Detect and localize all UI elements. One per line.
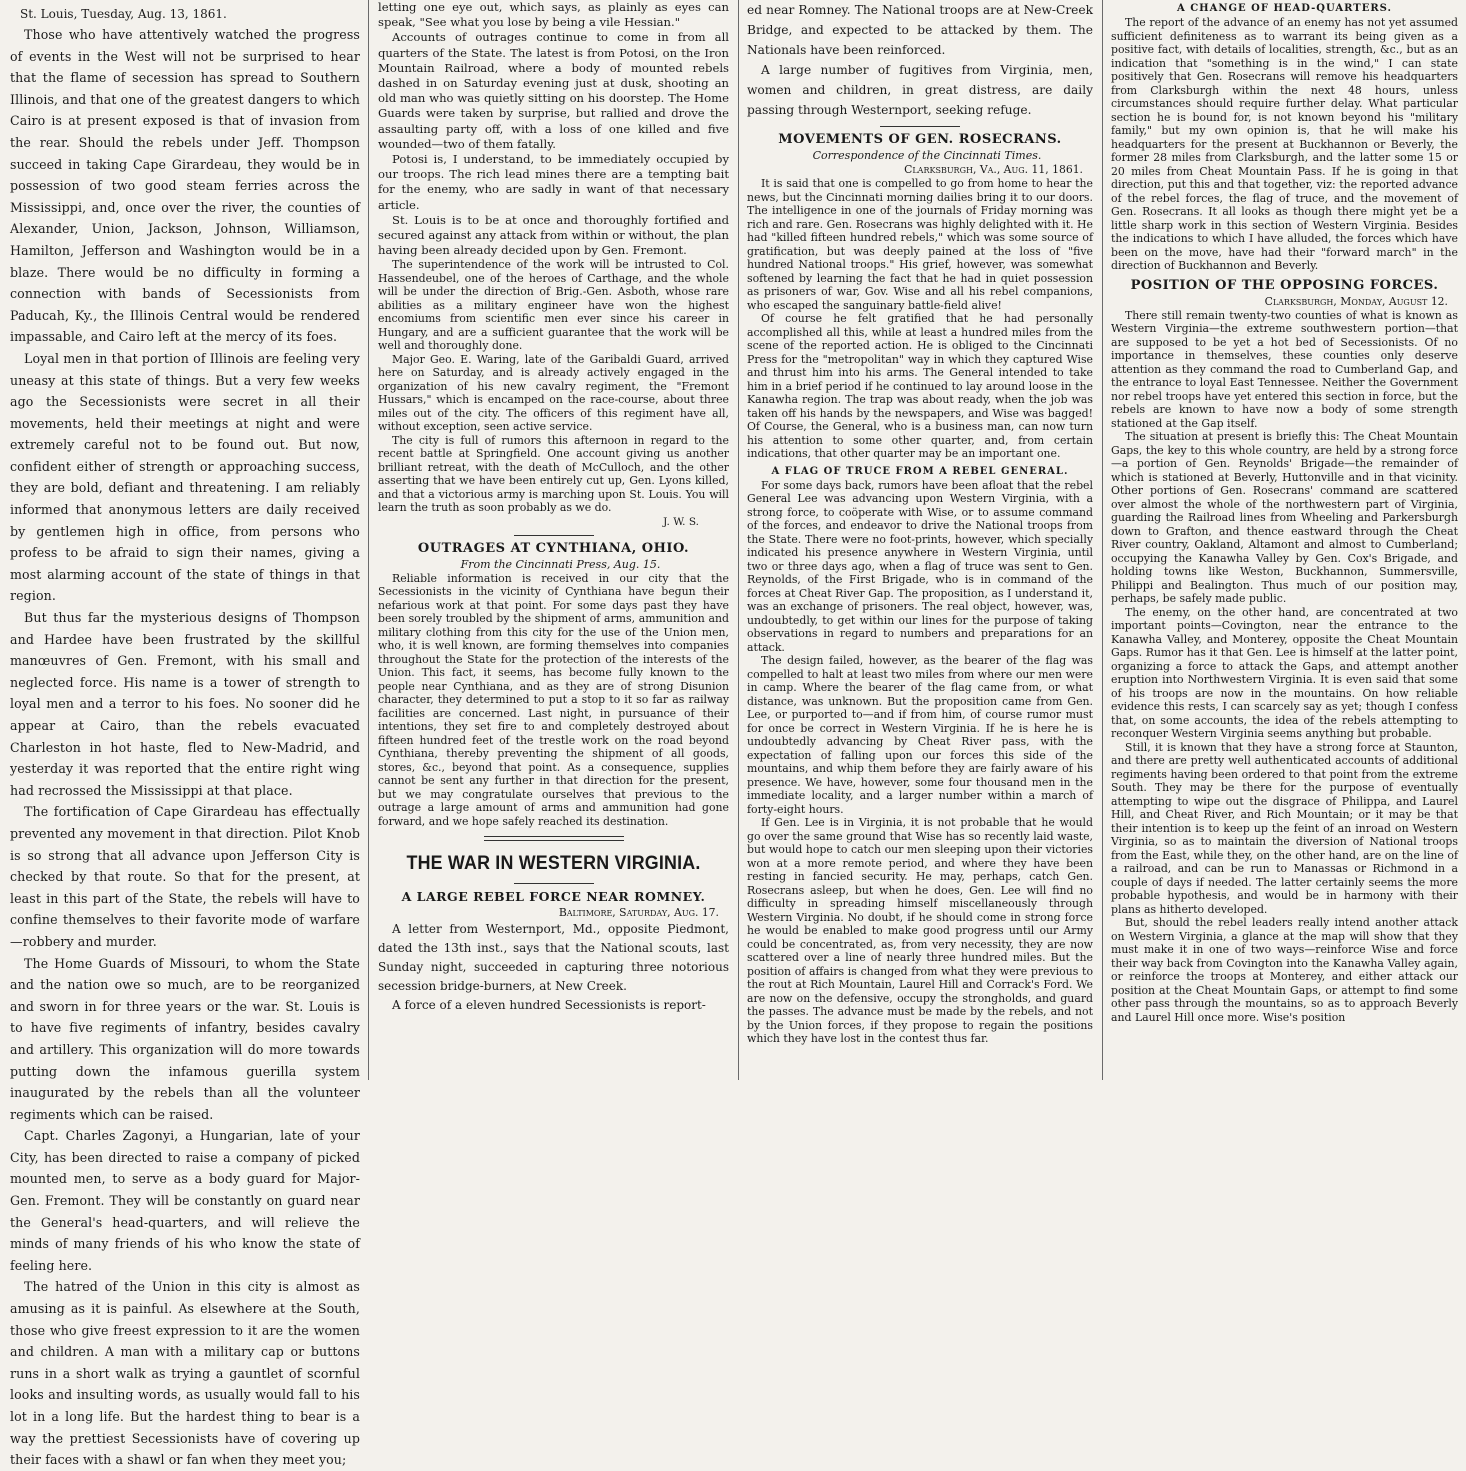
romney-continued bbox=[747, 0, 1093, 120]
paragraph: Potosi is, I understand, to be immediately occupied by our troops. The rich lead mines there are a tempting bait for the enemy, who are sadly in want of that necessary article. bbox=[378, 152, 729, 212]
rosecrans-place: Clarksburgh, Va., Aug. 11, 1861. bbox=[904, 163, 1083, 176]
paragraph: If Gen. Lee is in Virginia, it is not probable that he would go over the same ground that Wise has so recently laid waste, but would hope to catch our men sleeping upon their victories won at a more remote period, and where they have been resting in fancied security. He may, perhaps, catch Gen. Rosecrans asleep, but when he does, Gen. Lee will find no difficulty in spreading himself miscellaneously through Western Virginia. No doubt, if he should come in strong force he would be enabled to make good progress until our Army could be concentrated, as, from very necessity, they are now scattered over a line of nearly three hundred miles. But the position of affairs is changed from what they were previous to the rout at Rich Mountain, Laurel Hill and Corrack's Ford. We are now on the defensive, occupy the strongholds, and guard the passes. The advance must be made by the rebels, and not by the Union forces, if they propose to regain the positions which they have lost in the contest thus far. bbox=[747, 816, 1093, 1045]
war-place: Baltimore, Saturday, Aug. 17. bbox=[558, 906, 719, 920]
paragraph: The hatred of the Union in this city is almost as amusing as it is painful. As elsewhere at the South, those who give freest expression to it are the women and children. A man with a military cap or buttons runs in a short walk as trying a gauntlet of scornful looks and insulting words, as usually would fall to his lot in a long life. But the hardest thing to bear is a way the prettiest Secessionists have of covering up their faces with a shawl or fan when they meet you; bbox=[10, 1279, 360, 1468]
dateline: St. Louis, Tuesday, Aug. 13, 1861. bbox=[20, 7, 227, 21]
paragraph: The fortification of Cape Girardeau has effectually prevented any movement in that direction. Pilot Knob is so strong that all advance upon Jefferson City is checked by that route. So that for the present, at least in this part of the State, the rebels will have to confine themselves to their favorite mode of warfare—robbery and murder. bbox=[10, 804, 360, 949]
paragraph: The enemy, on the other hand, are concentrated at two important points—Covington, near the entrance to the Kanawha Valley, and Monterey, opposite the Cheat Mountain Gaps. Rumor has it that Gen. Lee is himself at the latter point, organizing a force to attack the Gaps, and attempt another eruption into Northwestern Virginia. It is even said that some of his troops are now in the mountains. On how reliable evidence this rests, I can scarcely say as yet; though I confess that, on some accounts, the idea of the rebels attempting to reconquer Western Virginia seems anything but probable. bbox=[1111, 605, 1458, 740]
paragraph: It is said that one is compelled to go from home to hear the news, but the Cincinnati morning dailies bring it to our doors. The intelligence in one of the journals of Friday morning was rich and rare. Gen. Rosecrans was highly delighted with it. He had "killed fifteen hundred rebels," which was some source of gratification, but was deeply pained at the loss of "five hundred National troops." His grief, however, was somewhat softened by learning the fact that he had in quiet possession as prisoners of war, Gov. Wise and all his rebel companions, who escaped the sanguinary battle-field alive! bbox=[747, 177, 1093, 312]
column-4 bbox=[1103, 0, 1466, 1080]
paragraph: The situation at present is briefly this: The Cheat Mountain Gaps, the key to this whole country, are held by a strong force—a portion of Gen. Reynolds' Brigade—the remainder of which is stationed at Beverly, Huttonville and in that vicinity. Other portions of Gen. Rosecrans' command are scattered over almost the whole of the northwestern part of Virginia, guarding the Railroad lines from Wheeling and Parkersburgh down to Grafton, and thence eastward through the Cheat River country, Oakland, Altamont and almost to Cumberland; occupying the Kanawha Valley by Gen. Cox's Brigade, and holding towns like Weston, Buckhannon, Summersville, Philippi and Bealington. Thus much of our position may, perhaps, be safely made public. bbox=[1111, 430, 1458, 605]
column-rule bbox=[368, 0, 369, 1080]
signature: J. W. S. bbox=[663, 515, 699, 528]
paragraph: But, should the rebel leaders really intend another attack on Western Virginia, a glance at the map will show that they must make it in one of two ways—reinforce Wise and force their way back from Covington into the Kanawha Valley again, or reinforce the troops at Monterey, and either attack our position at the Cheat Mountain Gaps, or attempt to find some other pass through the mountains, so as to approach Beverly and Laurel Hill once more. Wise's position bbox=[1111, 916, 1458, 1024]
paragraph: Reliable information is received in our city that the Secessionists in the vicinity of Cynthiana have begun their nefarious work at that point. For some days past they have been sorely troubled by the shipment of arms, ammunition and military clothing from this city for the use of the Union men, who, it is well known, are forming themselves into companies throughout the State for the protection of the interests of the Union. This fact, it seems, has become fully known to the people near Cynthiana, and as they are of strong Disunion character, they determined to put a stop to it so far as railway facilities are concerned. Last night, in pursuance of their intentions, they set fire to and completely destroyed about fifteen hundred feet of the trestle work on the road beyond Cynthiana, thereby preventing the shipment of all goods, stores, &c., beyond that point. As a consequence, supplies cannot be sent any further in that direction for the present, but we may congratulate ourselves that previous to the outrage a large amount of arms and ammunition had gone forward, and we hope safely reached its destination. bbox=[378, 571, 729, 828]
column-2 bbox=[370, 0, 737, 1080]
paragraph: The superintendence of the work will be intrusted to Col. Hassendeubel, one of the heroes of Carthage, and the whole will be under the direction of Brig.-Gen. Asboth, whose rare abilities as a military engineer have won the highest encomiums from scientific men ever since his career in Hungary, and are a sufficient guarantee that the work will be well and thoroughly done. bbox=[378, 258, 729, 353]
paragraph: ed near Romney. The National troops are at New-Creek Bridge, and expected to be attacked by them. The Nationals have been reinforced. bbox=[747, 3, 1093, 57]
hq-body bbox=[1111, 16, 1458, 273]
column-3 bbox=[739, 0, 1101, 1080]
paragraph: The Home Guards of Missouri, to whom the State and the nation owe so much, are to be reorganized and sworn in for three years or the war. St. Louis is to have five regiments of infantry, besides cavalry and artillery. This organization will do more towards putting down the infamous guerilla system inaugurated by the rebels than all the volunteer regiments which can be raised. bbox=[10, 955, 360, 1122]
paragraph: St. Louis is to be at once and thoroughly fortified and secured against any attack from within or without, the plan having been already decided upon by Gen. Fremont. bbox=[378, 212, 729, 258]
outrages-body bbox=[378, 572, 729, 829]
divider bbox=[514, 883, 594, 884]
paragraph: Those who have attentively watched the progress of events in the West will not be surprised to hear that the flame of secession has spread to Southern Illinois, and that one of the greatest dangers to which Cairo is at present exposed is that of invasion from the rear. Should the rebels under Jeff. Thompson succeed in taking Cape Girardeau, they would be in possession of two good steam ferries across the Mississippi, and, once over the river, the counties of Alexander, Union, Jackson, Johnson, Williamson, Hamilton, Jefferson and Washington would be in a blaze. There would be no difficulty in forming a connection with bands of Secessionists from Paducah, Ky., the Illinois Central would be rendered impassable, and Cairo left at the mercy of its foes. bbox=[10, 27, 360, 345]
rosecrans-headline: MOVEMENTS OF GEN. ROSECRANS. bbox=[778, 132, 1062, 147]
paragraph: The design failed, however, as the bearer of the flag was compelled to halt at least two miles from where our men were in camp. Where the bearer of the flag came from, or what distance, was unknown. But the proposition came from Gen. Lee, or purported to—and if from him, of course rumor must for once be correct in Western Virginia. If he is here he is undoubtedly advancing by Cheat River pass, with the expectation of falling upon our forces this side of the mountains, and whip them before they are fairly aware of his presence. We have, however, some four thousand men in the immediate locality, and a larger number within a march of forty-eight hours. bbox=[747, 654, 1093, 816]
paragraph: Accounts of outrages continue to come in from all quarters of the State. The latest is from Potosi, on the Iron Mountain Railroad, where a body of mounted rebels dashed in on Saturday evening just at dusk, shooting an old man who was quietly sitting on his doorstep. The Home Guards were taken by surprise, but rallied and drove the assaulting party off, with a loss of one killed and five wounded—two of them fatally. bbox=[378, 30, 729, 151]
positions-headline: POSITION OF THE OPPOSING FORCES. bbox=[1130, 277, 1439, 293]
rosecrans-source: Correspondence of the Cincinnati Times. bbox=[812, 149, 1042, 162]
paragraph: Major Geo. E. Waring, late of the Garibaldi Guard, arrived here on Saturday, and is already actively engaged in the organization of his new cavalry regiment, the "Fremont Hussars," which is encamped on the race-course, about three miles out of the city. The officers of this regiment have all, without exception, seen active service. bbox=[378, 352, 729, 434]
paragraph: But thus far the mysterious designs of Thompson and Hardee have been frustrated by the skillful manœuvres of Gen. Fremont, with his small and neglected force. His name is a tower of strength to loyal men and a terror to his foes. No sooner did he appear at Cairo, than the rebels evacuated Charleston in hot haste, fled to New-Madrid, and yesterday it was reported that the entire right wing had recrossed the Mississippi at that place. bbox=[10, 610, 360, 798]
paragraph: The report of the advance of an enemy has not yet assumed sufficient definiteness as to warrant its being given as a positive fact, with details of localities, strength, &c., but as an indication that "something is in the wind," I can state positively that Gen. Rosecrans will remove his headquarters from Clarksburgh within the next 48 hours, unless circumstances should require further delay. What particular section he is bound for, is not known beyond his "military family," but my own opinion is, that he will make his headquarters for the present at Buckhannon or Beverly, the former 28 miles from Clarksburgh, and the latter some 15 or 20 miles from Cheat Mountain Pass. If he is going in that direction, put this and that together, viz: the reported advance of the rebel forces, the flag of truce, and the movement of Gen. Rosecrans. It all looks as though there might yet be a little sharp work in this section of Western Virginia. Besides the indications to which I have alluded, the forces which have been on the move, have had their "forward march" in the direction of Buckhannon and Beverly. bbox=[1111, 16, 1458, 272]
paragraph: The city is full of rumors this afternoon in regard to the recent battle at Springfield. One account giving us another brilliant retreat, with the death of McCulloch, and the other asserting that we have been entirely cut up, Gen. Lyons killed, and that a victorious army is marching upon St. Louis. You will learn the truth as soon probably as we do. bbox=[378, 433, 729, 515]
outrages-headline: OUTRAGES AT CYNTHIANA, OHIO. bbox=[417, 540, 690, 556]
war-body bbox=[378, 920, 729, 1015]
paragraph: A force of a eleven hundred Secessionists is report- bbox=[392, 998, 706, 1013]
letter-body bbox=[10, 24, 360, 1471]
war-headline: THE WAR IN WESTERN VIRGINIA. bbox=[406, 853, 701, 875]
positions-place: Clarksburgh, Monday, August 12. bbox=[1264, 294, 1448, 308]
paragraph: letting one eye out, which says, as plainly as eyes can speak, "See what you lose by being a vile Hessian." bbox=[378, 0, 729, 30]
paragraph: For some days back, rumors have been afloat that the rebel General Lee was advancing upon Western Virginia, with a strong force, to coöperate with Wise, or to assume command of the forces, and endeavor to drive the National troops from the State. There were no foot-prints, however, which specially indicated his presence anywhere in Western Virginia, until two or three days ago, when a flag of truce was sent to Gen. Reynolds, of the First Brigade, who is in command of the forces at Cheat River Gap. The proposition, as I understand it, was an exchange of prisoners. The real object, however, was, undoubtedly, to get within our lines for the purpose of taking observations in regard to numbers and preparations for an attack. bbox=[747, 478, 1093, 654]
divider bbox=[484, 836, 624, 841]
paragraph: Of course he felt gratified that he had personally accomplished all this, while at least a hundred miles from the scene of the reported action. He is obliged to the Cincinnati Press for the "metropolitan" way in which they captured Wise and thrust him into his arms. The General intended to take him in a brief period if he continued to lay around loose in the Kanawha region. The trap was about ready, when the job was taken off his hands by the newspapers, and Wise was bagged! Of Course, the General, who is a business man, can now turn his attention to some other quarter, and, from certain indications, that other quarter may be an important one. bbox=[747, 312, 1093, 460]
paragraph: Capt. Charles Zagonyi, a Hungarian, late of your City, has been directed to raise a company of picked mounted men, to serve as a body guard for Major-Gen. Fremont. They will be constantly on guard near the General's head-quarters, and will relieve the minds of many friends of his who know the state of feeling here. bbox=[10, 1128, 360, 1273]
divider bbox=[514, 535, 594, 536]
paragraph: Still, it is known that they have a strong force at Staunton, and there are pretty well authenticated accounts of additional regiments having been ordered to that point from the extreme South. They may be there for the purpose of eventually attempting to wipe out the disgrace of Philippa, and Laurel Hill, and Cheat River, and Rich Mountain; or it may be that their intention is to keep up the feint of an inroad on Western Virginia, so as to maintain the diversion of National troops from the East, while they, on the other hand, are on the line of a railroad, and can be run to Manassas or Richmond in a couple of days if needed. The latter certainly seems the more probable hypothesis, and would be in harmony with their plans as hitherto developed. bbox=[1111, 740, 1458, 916]
rosecrans-body bbox=[747, 177, 1093, 461]
outrages-source: From the Cincinnati Press, Aug. 15. bbox=[460, 557, 661, 571]
positions-body bbox=[1111, 309, 1458, 1025]
paragraph: Loyal men in that portion of Illinois are feeling very uneasy at this state of things. But a very few weeks ago the Secessionists were secret in all their movements, held their meetings at night and were extremely careful not to be found out. But now, confident either of strength or approaching success, they are bold, defiant and threatening. I am reliably informed that anonymous letters are daily received by gentlemen high in office, from persons who profess to be afraid to sign their names, giving a most alarming account of the state of things in that region. bbox=[10, 350, 360, 604]
letter-continued bbox=[378, 0, 729, 258]
hq-headline: A CHANGE OF HEAD-QUARTERS. bbox=[1176, 3, 1393, 14]
war-subhead: A LARGE REBEL FORCE NEAR ROMNEY. bbox=[401, 889, 706, 905]
paragraph: There still remain twenty-two counties of what is known as Western Virginia—the extreme southwestern portion—that are supposed to be yet a hot bed of Secessionists. Of no importance in themselves, these counties only deserve attention as they command the road to Cumberland Gap, and the entrance to loyal East Tennessee. Neither the Government nor rebel troops have yet entered this section in force, but the rebels are known to have now a body of some strength stationed at the Gap itself. bbox=[1111, 308, 1458, 430]
truce-headline: A FLAG OF TRUCE FROM A REBEL GENERAL. bbox=[771, 465, 1069, 477]
paragraph: A letter from Westernport, Md., opposite Piedmont, dated the 13th inst., says that the National scouts, last Sunday night, succeeded in capturing three notorious secession bridge-burners, at New Creek. bbox=[378, 922, 729, 994]
paragraph: A large number of fugitives from Virginia, men, women and children, in great distress, are daily passing through Westernport, seeking refuge. bbox=[747, 63, 1093, 117]
truce-body bbox=[747, 479, 1093, 1046]
divider bbox=[880, 126, 960, 127]
column-1 bbox=[0, 0, 368, 1468]
letter-small-type bbox=[378, 258, 729, 515]
